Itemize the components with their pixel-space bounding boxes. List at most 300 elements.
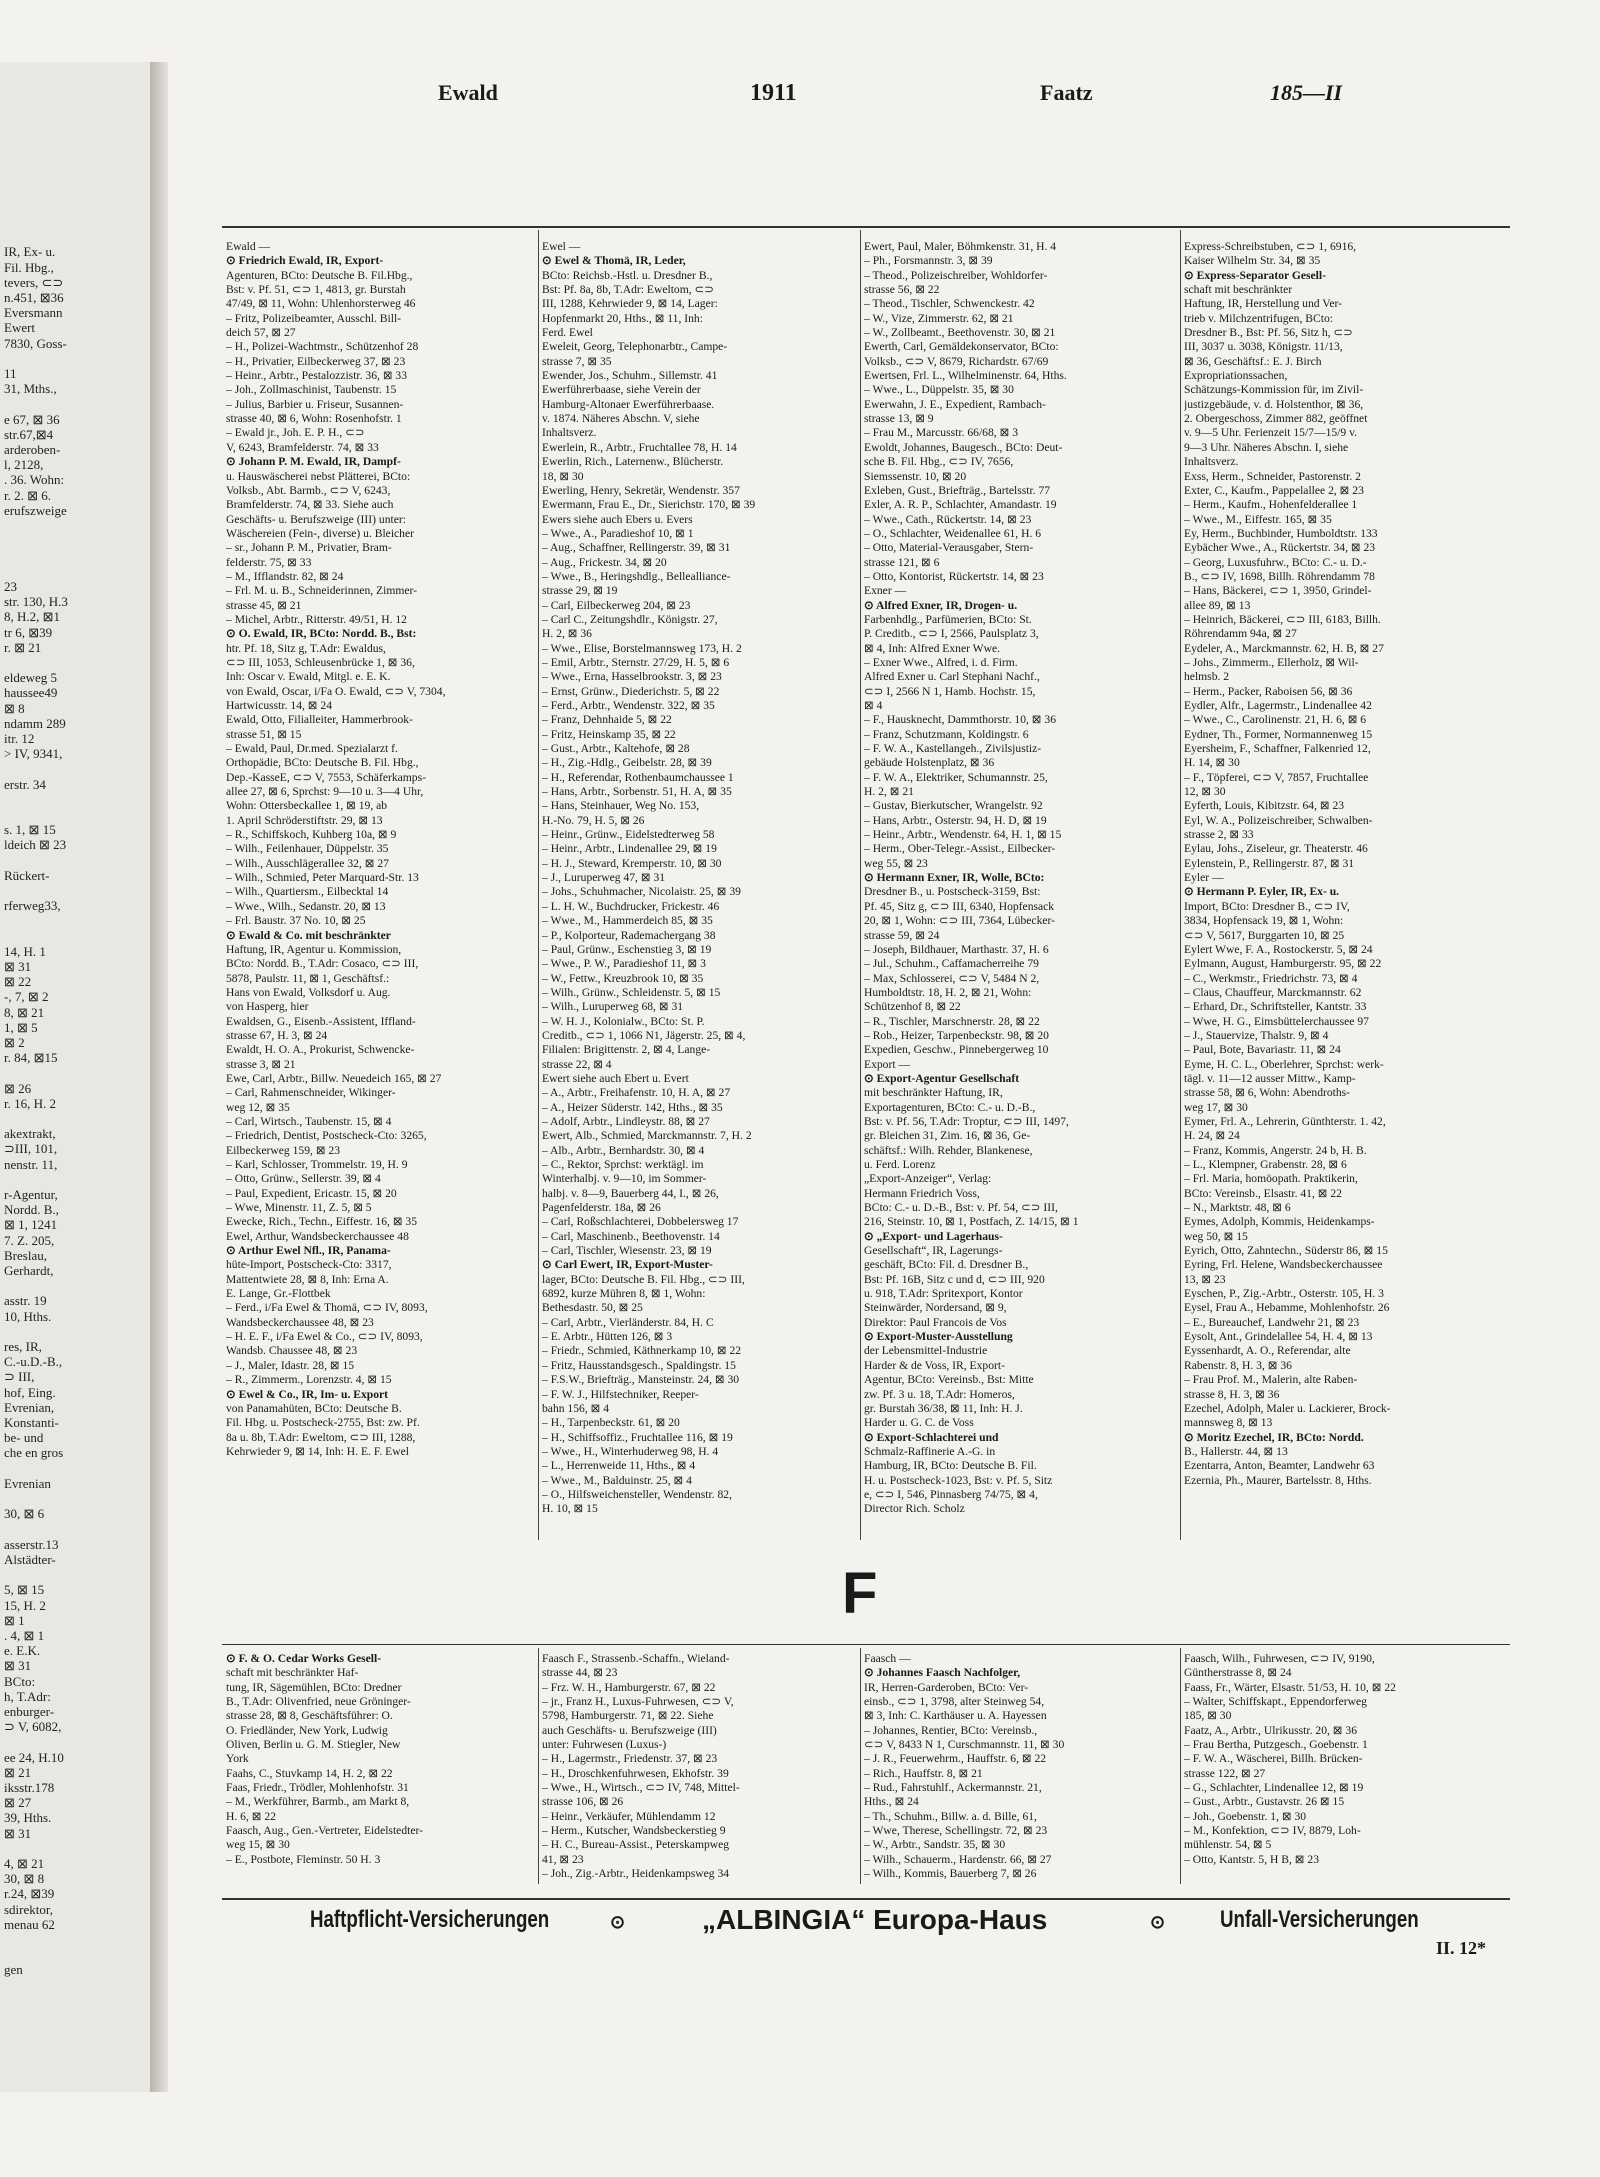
directory-entry-line: – Carl, Rahmenschneider, Wikinger- [226, 1086, 396, 1100]
previous-page-text-line: Konstanti- [4, 1415, 59, 1431]
directory-entry-line: – Rich., Hauffstr. 8, ⊠ 21 [864, 1766, 983, 1780]
directory-entry-line: Mattentwiete 28, ⊠ 8, Inh: Erna A. [226, 1272, 389, 1286]
directory-entry-line: Haftung, IR, Herstellung und Ver- [1184, 297, 1342, 311]
directory-entry-line: deich 57, ⊠ 27 [226, 326, 296, 340]
footer-bullet-icon: ⊙ [610, 1912, 626, 1932]
directory-entry-line: – Joh., Goebenstr. 1, ⊠ 30 [1184, 1809, 1307, 1823]
directory-entry-line: ⊙ Ewel & Co., IR, Im- u. Export [226, 1387, 389, 1401]
directory-entry-line: u. Ferd. Lorenz [864, 1158, 936, 1171]
directory-entry-line: Eyl, W. A., Polizeischreiber, Schwalben- [1184, 813, 1373, 827]
footer-rule [222, 1898, 1510, 1900]
directory-entry-line: – Gust., Arbtr., Gustavstr. 26 ⊠ 15 [1184, 1795, 1345, 1809]
previous-page-text-line: r.24, ⊠39 [4, 1886, 55, 1902]
directory-entry-line: 8a u. 8b, T.Adr: Eweltom, ⊂⊃ III, 1288, [226, 1430, 416, 1444]
previous-page-text-line: 39, Hths. [4, 1810, 52, 1826]
previous-page-text-line: 8, H.2, ⊠1 [4, 609, 61, 625]
directory-entry-line: – Erhard, Dr., Schriftsteller, Kantstr. 33 [1184, 1000, 1367, 1014]
directory-entry-line: York [226, 1752, 249, 1766]
directory-entry-line: – Herm., Ober-Telegr.-Assist., Eilbecker- [864, 842, 1056, 856]
directory-entry-line: – H., Tarpenbeckstr. 61, ⊠ 20 [542, 1416, 680, 1430]
directory-entry-line: ⊙ Export-Agentur Gesellschaft [864, 1071, 1020, 1085]
directory-entry-line: – P., Kolporteur, Rademachergang 38 [542, 928, 716, 942]
previous-page-text-line: Evrenian [4, 1475, 51, 1491]
directory-entry-line: – Wwe., L., Düppelstr. 35, ⊠ 30 [864, 383, 1014, 397]
directory-entry-line: felderstr. 75, ⊠ 33 [226, 555, 312, 569]
directory-entry-line: BCto: Reichsb.-Hstl. u. Dresdner B., [542, 268, 713, 282]
directory-entry-line: – Claus, Chauffeur, Marckmannstr. 62 [1184, 985, 1362, 999]
directory-entry-line: strasse 3, ⊠ 21 [226, 1057, 296, 1071]
directory-entry-line: – Wwe., A., Paradieshof 10, ⊠ 1 [542, 526, 694, 540]
directory-entry-line: hüte-Import, Postscheck-Cto: 3317, [226, 1258, 392, 1272]
previous-page-text-line: 23 [4, 578, 17, 594]
directory-entry-line: – R., Schiffskoch, Kuhberg 10a, ⊠ 9 [226, 828, 397, 842]
directory-entry-line: – Wilh., Luruperweg 68, ⊠ 31 [542, 1000, 684, 1014]
directory-entry-line: – Johannes, Rentier, BCto: Vereinsb., [864, 1723, 1038, 1737]
directory-entry-line: Eyferth, Louis, Kibitzstr. 64, ⊠ 23 [1184, 799, 1345, 813]
directory-entry-line: – Heinr., Arbtr., Pestalozzistr. 36, ⊠ 33 [226, 369, 408, 383]
directory-entry-line: Ewe, Carl, Arbtr., Billw. Neuedeich 165, ⊠ 27 [226, 1071, 442, 1085]
directory-entry-line: 185, ⊠ 30 [1184, 1709, 1232, 1723]
header-left-keyword: Ewald [438, 80, 498, 105]
directory-entry-line: „Export-Anzeiger“, Verlag: [864, 1172, 992, 1186]
f-column-1 [226, 1652, 538, 1882]
previous-page-text-line: erstr. 34 [4, 776, 46, 792]
directory-entry-line: weg 17, ⊠ 30 [1184, 1100, 1248, 1114]
previous-page-text-line: be- und [4, 1430, 44, 1446]
previous-page-text-line: Nordd. B., [4, 1202, 59, 1218]
directory-entry-line: strasse 40, ⊠ 6, Wohn: Rosenhofstr. 1 [226, 412, 402, 426]
directory-entry-line: sche B. Fil. Hbg., ⊂⊃ IV, 7656, [864, 455, 1014, 469]
directory-entry-line: ⊂⊃ I, 2566 N 1, Hamb. Hochstr. 15, [864, 684, 1036, 698]
directory-entry-line: – R., Zimmerm., Lorenzstr. 4, ⊠ 15 [226, 1373, 392, 1387]
directory-entry-line: gr. Burstah 36/38, ⊠ 11, Inh: H. J. [864, 1401, 1023, 1415]
directory-entry-line: – Frz. W. H., Hamburgerstr. 67, ⊠ 22 [542, 1680, 716, 1694]
directory-entry-line: u. Hauswäscherei nebst Plätterei, BCto: [226, 469, 411, 483]
directory-entry-line: Wandsbeckerchaussee 48, ⊠ 23 [226, 1315, 374, 1329]
directory-entry-line: Eylau, Johs., Ziseleur, gr. Theaterstr. 46 [1184, 842, 1368, 856]
previous-page-text-line: Alstädter- [4, 1551, 56, 1567]
directory-entry-line: Orthopädie, BCto: Deutsche B. Fil. Hbg., [226, 756, 419, 770]
directory-entry-line: – F., Hausknecht, Dammthorstr. 10, ⊠ 36 [864, 713, 1057, 727]
previous-page-text-line: Ewert [4, 320, 36, 336]
directory-entry-line: ⊙ F. & O. Cedar Works Gesell- [226, 1652, 382, 1665]
previous-page-text-line: 4, ⊠ 21 [4, 1855, 45, 1871]
directory-entry-line: strasse 22, ⊠ 4 [542, 1057, 612, 1071]
directory-entry-line: – Wilh., Ausschlägerallee 32, ⊠ 27 [226, 856, 389, 870]
previous-page-text-line: tevers, ⊂⊃ [4, 274, 64, 290]
directory-entry-line: ⊙ Johann P. M. Ewald, IR, Dampf- [226, 455, 401, 469]
directory-entry-line: 3834, Hopfensack 19, ⊠ 1, Wohn: [1184, 914, 1344, 928]
directory-entry-line: Ezentarra, Anton, Beamter, Landwehr 63 [1184, 1459, 1375, 1473]
directory-entry-line: – jr., Franz H., Luxus-Fuhrwesen, ⊂⊃ V, [542, 1695, 734, 1709]
previous-page-text-line: str. 130, H.3 [4, 594, 68, 610]
previous-page-text-line: ndamm 289 [4, 715, 66, 731]
directory-entry-line: u. 918, T.Adr: Spritexport, Kontor [864, 1287, 1023, 1301]
previous-page-text-line: 30, ⊠ 8 [4, 1871, 45, 1887]
directory-entry-line: P. Creditb., ⊂⊃ I, 2566, Paulsplatz 3, [864, 627, 1039, 641]
directory-entry-line: – Hans, Steinhauer, Weg No. 153, [542, 799, 700, 813]
directory-entry-line: – C., Rektor, Sprchst: werktägl. im [542, 1158, 704, 1171]
directory-entry-line: – Wwe., Wilh., Sedanstr. 20, ⊠ 13 [226, 899, 386, 913]
directory-entry-line: H. 2, ⊠ 36 [542, 627, 592, 641]
directory-entry-line: Exler, A. R. P., Schlachter, Amandastr. 19 [864, 498, 1057, 512]
previous-page-text-line: . 4, ⊠ 1 [4, 1627, 45, 1643]
directory-entry-line: – J. R., Feuerwehrm., Hauffstr. 6, ⊠ 22 [864, 1752, 1047, 1766]
directory-entry-line: strasse 122, ⊠ 27 [1184, 1766, 1266, 1780]
directory-entry-line: Ewaldsen, G., Eisenb.-Assistent, Iffland- [226, 1014, 416, 1028]
column-divider [1180, 230, 1181, 1540]
directory-entry-line: Inhaltsverz. [1184, 455, 1239, 469]
directory-entry-line: – Herm., Kutscher, Wandsbeckerstieg 9 [542, 1824, 726, 1838]
directory-entry-line: H.-No. 79, H. 5, ⊠ 26 [542, 813, 645, 827]
directory-entry-line: – Gust., Arbtr., Kaltehofe, ⊠ 28 [542, 742, 690, 756]
directory-entry-line: strasse 44, ⊠ 23 [542, 1666, 618, 1680]
previous-page-text-line: tr 6, ⊠39 [4, 624, 53, 640]
directory-entry-line: – Otto, Material-Verausgaber, Stern- [864, 541, 1034, 555]
directory-entry-line: Eylert Wwe, F. A., Rostockerstr. 5, ⊠ 24 [1184, 942, 1373, 956]
directory-entry-line: – Wwe., M., Eiffestr. 165, ⊠ 35 [1184, 512, 1332, 526]
directory-entry-line: – sr., Johann P. M., Privatier, Bram- [226, 541, 392, 555]
previous-page-text-line: r. 16, H. 2 [4, 1095, 56, 1111]
directory-entry-line: halbj. v. 8—9, Bauerberg 44, I., ⊠ 26, [542, 1186, 719, 1200]
directory-entry-line: mühlenstr. 54, ⊠ 5 [1184, 1838, 1272, 1852]
directory-entry-line: – Carl C., Zeitungshdlr., Königstr. 27, [542, 612, 718, 626]
directory-entry-line: 2. Obergeschoss, Zimmer 882, geöffnet [1184, 412, 1368, 426]
directory-entry-line: Ewermann, Frau E., Dr., Sierichstr. 170, ⊠ 39 [542, 498, 756, 512]
directory-entry-line: – Exner Wwe., Alfred, i. d. Firm. [864, 655, 1018, 669]
directory-entry-line: – Frau M., Marcusstr. 66/68, ⊠ 3 [864, 426, 1018, 440]
directory-entry-line: – M., Ifflandstr. 82, ⊠ 24 [226, 569, 344, 583]
previous-page-text-line: ⊠ 31 [4, 958, 32, 974]
directory-entry-line: Harder & de Voss, IR, Export- [864, 1358, 1005, 1372]
directory-entry-line: Siemssenstr. 10, ⊠ 20 [864, 469, 967, 483]
previous-page-text-line: 7830, Goss- [4, 335, 67, 351]
directory-entry-line: bahn 156, ⊠ 4 [542, 1401, 610, 1415]
directory-entry-line: – L. H. W., Buchdrucker, Frickestr. 46 [542, 899, 720, 913]
directory-entry-line: – Carl, Roßschlachterei, Dobbelersweg 17 [542, 1215, 739, 1229]
directory-entry-line: Eyme, H. C. L., Oberlehrer, Sprchst: werk- [1184, 1057, 1384, 1071]
directory-entry-line: – W., Arbtr., Sandstr. 35, ⊠ 30 [864, 1838, 1006, 1852]
directory-entry-line: ⊙ Express-Separator Gesell- [1184, 268, 1326, 282]
directory-entry-line: 1. April Schröderstiftstr. 29, ⊠ 13 [226, 813, 383, 827]
directory-entry-line: – Hans, Bäckerei, ⊂⊃ 1, 3950, Grindel- [1184, 584, 1372, 598]
directory-entry-line: Eyschen, P., Zig.-Arbtr., Osterstr. 105, H. 3 [1184, 1287, 1384, 1301]
directory-entry-line: Winterhalbj. v. 9—10, im Sommer- [542, 1172, 707, 1186]
directory-entry-line: Eylmann, August, Hamburgerstr. 95, ⊠ 22 [1184, 957, 1382, 971]
directory-entry-line: weg 12, ⊠ 35 [226, 1100, 290, 1114]
directory-entry-line: von Panamahüten, BCto: Deutsche B. [226, 1401, 402, 1415]
directory-entry-line: Faatz, A., Arbtr., Ulrikusstr. 20, ⊠ 36 [1184, 1723, 1357, 1737]
directory-entry-line: Ewerling, Henry, Sekretär, Wendenstr. 357 [542, 483, 740, 497]
previous-page-text-line: e 67, ⊠ 36 [4, 411, 60, 427]
directory-entry-line: Hartwicusstr. 14, ⊠ 24 [226, 699, 332, 712]
page-header [60, 80, 1390, 116]
directory-entry-line: – Ph., Forsmannstr. 3, ⊠ 39 [864, 254, 993, 268]
directory-entry-line: Ewerwahn, J. E., Expedient, Rambach- [864, 397, 1046, 411]
previous-page-text-line: 30, ⊠ 6 [4, 1506, 45, 1522]
directory-entry-line: – N., Marktstr. 48, ⊠ 6 [1184, 1201, 1291, 1215]
directory-entry-line: Exss, Herm., Schneider, Pastorenstr. 2 [1184, 469, 1361, 483]
directory-entry-line: 5798, Hamburgerstr. 71, ⊠ 22. Siehe [542, 1709, 714, 1723]
directory-entry-line: – Paul, Grünw., Eschenstieg 3, ⊠ 19 [542, 942, 712, 956]
directory-entry-line: weg 50, ⊠ 15 [1184, 1229, 1248, 1243]
directory-entry-line: strasse 2, ⊠ 33 [1184, 828, 1254, 842]
directory-entry-line: ⊙ Ewald & Co. mit beschränkter [226, 928, 391, 942]
directory-entry-line: Ewel, Arthur, Wandsbeckerchaussee 48 [226, 1229, 409, 1243]
directory-entry-line: weg 15, ⊠ 30 [226, 1838, 290, 1852]
previous-page-text-line: ⊠ 2 [4, 1035, 25, 1050]
previous-page-text-line: Gerhardt, [4, 1263, 54, 1279]
directory-entry-line: Eydner, Th., Former, Normannenweg 15 [1184, 727, 1373, 741]
directory-entry-line: der Lebensmittel-Industrie [864, 1344, 988, 1358]
directory-entry-line: – M., Werkführer, Barmb., am Markt 8, [226, 1795, 410, 1809]
directory-entry-line: 216, Steinstr. 10, ⊠ 1, Postfach, Z. 14/15, ⊠ 1 [864, 1215, 1079, 1229]
directory-entry-line: 13, ⊠ 23 [1184, 1272, 1226, 1286]
previous-page-text-line: Fil. Hbg., [4, 259, 54, 275]
directory-entry-line: – Wilh., Schmied, Peter Marquard-Str. 13 [226, 871, 419, 885]
directory-entry-line: – Julius, Barbier u. Friseur, Susannen- [226, 397, 404, 411]
directory-entry-line: Eymer, Frl. A., Lehrerin, Günthterstr. 1. 42, [1184, 1114, 1386, 1128]
directory-entry-line: – Fritz, Heinskamp 35, ⊠ 22 [542, 727, 676, 741]
directory-entry-line: Ewers siehe auch Ebers u. Evers [542, 512, 693, 526]
directory-entry-line: Eilbeckerweg 159, ⊠ 23 [226, 1143, 341, 1157]
directory-entry-line: Faahs, C., Stuvkamp 14, H. 2, ⊠ 22 [226, 1766, 393, 1780]
previous-page-text-line: n.451, ⊠36 [4, 290, 64, 306]
directory-entry-line: – W., Vize, Zimmerstr. 62, ⊠ 21 [864, 311, 1014, 325]
directory-entry-line: – Aug., Schaffner, Rellingerstr. 39, ⊠ 31 [542, 541, 731, 555]
directory-entry-line: – Franz, Dehnhaide 5, ⊠ 22 [542, 713, 672, 727]
directory-entry-line: Bst: v. Pf. 51, ⊂⊃ 1, 4813, gr. Burstah [226, 283, 406, 297]
directory-entry-line: – A., Heizer Süderstr. 142, Hths., ⊠ 35 [542, 1100, 723, 1114]
directory-entry-line: – Heinr., Arbtr., Wendenstr. 64, H. 1, ⊠ 15 [864, 828, 1062, 842]
directory-entry-line: v. 9—5 Uhr. Ferienzeit 15/7—15/9 v. [1184, 426, 1358, 440]
directory-entry-line: Faasch, Wilh., Fuhrwesen, ⊂⊃ IV, 9190, [1184, 1652, 1375, 1665]
directory-entry-line: H. u. Postscheck-1023, Bst: v. Pf. 5, Sitz [864, 1473, 1053, 1487]
previous-page-text-line: > IV, 9341, [4, 746, 63, 762]
previous-page-text-line: Breslau, [4, 1247, 47, 1263]
directory-entry-line: strasse 67, H. 3, ⊠ 24 [226, 1028, 328, 1042]
header-right-keyword: Faatz [1040, 80, 1093, 105]
footer-right-text: Unfall-Versicherungen [1220, 1906, 1419, 1933]
f-column-4 [1184, 1652, 1502, 1882]
directory-entry-line: Expropriationssachen, [1184, 369, 1288, 383]
directory-entry-line: Agenturen, BCto: Deutsche B. Fil.Hbg., [226, 268, 413, 282]
directory-entry-line: 41, ⊠ 23 [542, 1852, 584, 1866]
directory-entry-line: strasse 59, ⊠ 24 [864, 928, 940, 942]
directory-entry-line: Hopfenmarkt 20, Hths., ⊠ 11, Inh: [542, 311, 703, 325]
directory-entry-line: – F. W. A., Kastellangeh., Zivilsjustiz- [864, 742, 1042, 756]
directory-entry-line: H. 24, ⊠ 24 [1184, 1129, 1240, 1143]
footer-left-text: Haftpflicht-Versicherungen [310, 1906, 550, 1933]
directory-entry-line: Fil. Hbg. u. Postscheck-2755, Bst: zw. Pf. [226, 1416, 420, 1430]
directory-entry-line: Röhrendamm 94a, ⊠ 27 [1184, 627, 1297, 641]
directory-entry-line: trieb v. Milchzentrifugen, BCto: [1184, 311, 1333, 325]
directory-entry-line: – Ferd., Arbtr., Wendenstr. 322, ⊠ 35 [542, 699, 715, 712]
directory-entry-line: E. Lange, Gr.-Flottbek [226, 1287, 331, 1301]
directory-entry-line: ⊠ 36, Geschäftsf.: E. J. Birch [1184, 354, 1322, 368]
directory-entry-line: weg 55, ⊠ 23 [864, 856, 928, 870]
directory-entry-line: ⊠ 4 [864, 699, 883, 712]
directory-entry-line: – Jul., Schuhm., Caffamacherreihe 79 [864, 957, 1039, 971]
directory-entry-line: Eydler, Alfr., Lagermstr., Lindenallee 42 [1184, 699, 1372, 712]
directory-entry-line: – Wwe, H. G., Eimsbüttelerchaussee 97 [1184, 1014, 1369, 1028]
directory-entry-line: Ezechel, Adolph, Maler u. Lackierer, Brock- [1184, 1401, 1391, 1415]
directory-entry-line: Ey, Herm., Buchbinder, Humboldtstr. 133 [1184, 526, 1378, 540]
directory-entry-line: Eyssenhardt, A. O., Referendar, alte [1184, 1344, 1351, 1358]
directory-entry-line: – G., Schlachter, Lindenallee 12, ⊠ 19 [1184, 1781, 1364, 1795]
directory-entry-line: – C., Werkmstr., Friedrichstr. 73, ⊠ 4 [1184, 971, 1358, 985]
directory-entry-line: – Joh., Zollmaschinist, Taubenstr. 15 [226, 383, 397, 397]
directory-entry-line: – Wwe., Erna, Hasselbrookstr. 3, ⊠ 23 [542, 670, 722, 684]
directory-entry-line: 47/49, ⊠ 11, Wohn: Uhlenhorsterweg 46 [226, 297, 416, 311]
directory-entry-line: Bethesdastr. 50, ⊠ 25 [542, 1301, 643, 1315]
previous-page-text-line: 5, ⊠ 15 [4, 1582, 45, 1598]
page-number: 185—II [1270, 80, 1343, 105]
directory-entry-line: – O., Hilfsweichensteller, Wendenstr. 82, [542, 1487, 732, 1501]
previous-page-text-line: 31, Mths., [4, 381, 57, 397]
directory-entry-line: Ewert, Paul, Maler, Böhmkenstr. 31, H. 4 [864, 240, 1057, 253]
directory-entry-line: Pagenfelderstr. 18a, ⊠ 26 [542, 1201, 661, 1215]
directory-entry-line: – Johs., Zimmerm., Ellerholz, ⊠ Wil- [1184, 655, 1359, 669]
directory-entry-line: H. 10, ⊠ 15 [542, 1502, 598, 1516]
directory-entry-line: III, 1288, Kehrwieder 9, ⊠ 14, Lager: [542, 297, 718, 311]
column-1 [226, 240, 538, 1534]
previous-page-text-line: iksstr.178 [4, 1779, 55, 1795]
directory-entry-line: Ezernia, Ph., Maurer, Bartelsstr. 8, Hths. [1184, 1473, 1372, 1487]
directory-entry-line: Dep.-KasseE, ⊂⊃ V, 7553, Schäferkamps- [226, 770, 426, 784]
directory-entry-line: ⊙ Arthur Ewel Nfl., IR, Panama- [226, 1244, 391, 1258]
directory-entry-line: Schmalz-Raffinerie A.-G. in [864, 1444, 996, 1458]
directory-entry-line: – Carl, Wirtsch., Taubenstr. 15, ⊠ 4 [226, 1114, 392, 1128]
directory-entry-line: ⊙ O. Ewald, IR, BCto: Nordd. B., Bst: [226, 627, 417, 641]
directory-entry-line: – O., Schlachter, Weidenallee 61, H. 6 [864, 526, 1042, 540]
directory-entry-line: – Emil, Arbtr., Sternstr. 27/29, H. 5, ⊠ 6 [542, 655, 730, 669]
previous-page-text-line: arderoben- [4, 442, 61, 458]
directory-entry-line: Filialen: Brigittenstr. 2, ⊠ 4, Lange- [542, 1043, 711, 1057]
directory-entry-line: Faasch F., Strassenb.-Schaffn., Wieland- [542, 1652, 730, 1665]
directory-entry-line: – J., Maler, Idastr. 28, ⊠ 15 [226, 1358, 355, 1372]
section-letter-f: F [842, 1561, 878, 1626]
directory-entry-line: ⊙ Friedrich Ewald, IR, Export- [226, 254, 384, 268]
previous-page-text-line: ee 24, H.10 [4, 1749, 64, 1765]
previous-page-text-line: eldeweg 5 [4, 670, 58, 686]
directory-entry-line: H. 2, ⊠ 21 [864, 785, 914, 799]
column-divider [860, 230, 861, 1540]
directory-entry-line: Eyring, Frl. Helene, Wandsbeckerchaussee [1184, 1258, 1383, 1272]
previous-page-text-line: erufszweige [4, 502, 67, 518]
directory-entry-line: schaft mit beschränkter Haf- [226, 1666, 359, 1680]
directory-entry-line: tägl. v. 11—12 ausser Mittw., Kamp- [1184, 1071, 1356, 1085]
directory-entry-line: Eysolt, Ant., Grindelallee 54, H. 4, ⊠ 13 [1184, 1330, 1373, 1344]
directory-entry-line: – Wilh., Kommis, Bauerberg 7, ⊠ 26 [864, 1867, 1037, 1881]
directory-entry-line: Ewald — [226, 240, 271, 253]
directory-entry-line: Faas, Friedr., Trödler, Mohlenhofstr. 31 [226, 1781, 409, 1795]
directory-entry-line: – Wwe., M., Balduinstr. 25, ⊠ 4 [542, 1473, 692, 1487]
directory-entry-line: tung, IR, Sägemühlen, BCto: Dredner [226, 1680, 402, 1694]
directory-entry-line: Direktor: Paul Francois de Vos [864, 1315, 1007, 1329]
directory-entry-line: Hamburg-Altonaer Ewerführerbaase. [542, 397, 715, 411]
directory-entry-line: Ewerlin, Rich., Laternenw., Blücherstr. [542, 455, 724, 469]
directory-entry-line: – H. C., Bureau-Assist., Peterskampweg [542, 1838, 730, 1852]
previous-page-text-line: 14, H. 1 [4, 943, 46, 959]
directory-entry-line: Hans von Ewald, Volksdorf u. Aug. [226, 985, 391, 999]
directory-entry-line: – F. W. J., Hilfstechniker, Reeper- [542, 1387, 699, 1401]
previous-page-text-line: 1, ⊠ 5 [4, 1019, 38, 1035]
directory-entry-line: – Wilh., Quartiersm., Eilbecktal 14 [226, 885, 389, 899]
directory-entry-line: – Carl, Arbtr., Vierländerstr. 84, H. C [542, 1315, 714, 1329]
directory-entry-line: ⊙ Carl Ewert, IR, Export-Muster- [542, 1258, 713, 1272]
directory-entry-line: Express-Schreibstuben, ⊂⊃ 1, 6916, [1184, 240, 1357, 253]
directory-entry-line: ⊙ Ewel & Thomä, IR, Leder, [542, 254, 686, 268]
previous-page-text-line: sdirektor, [4, 1901, 53, 1917]
previous-page-text-line: ⊠ 1 [4, 1612, 25, 1628]
directory-entry-line: Ewertsen, Frl. L., Wilhelminenstr. 64, Hths. [864, 369, 1067, 383]
directory-entry-line: BCto: C.- u. D.-B., Bst: v. Pf. 54, ⊂⊃ III, [864, 1201, 1058, 1215]
directory-entry-line: Dresdner B., u. Postscheck-3159, Bst: [864, 885, 1041, 899]
previous-page-text-line: h, T.Adr: [4, 1688, 51, 1704]
directory-entry-line: B., T.Adr: Olivenfried, neue Gröninger- [226, 1695, 411, 1709]
directory-entry-line: justizgebäude, v. d. Holstenthor, ⊠ 36, [1184, 397, 1364, 411]
directory-entry-line: von Hasperg, hier [226, 1000, 309, 1014]
directory-entry-line: – Heinrich, Bäckerei, ⊂⊃ III, 6183, Billh. [1184, 612, 1381, 626]
directory-entry-line: – F. W. A., Elektriker, Schumannstr. 25, [864, 770, 1048, 784]
directory-entry-line: – W., Zollbeamt., Beethovenstr. 30, ⊠ 21 [864, 326, 1056, 340]
directory-entry-line: 5878, Paulstr. 11, ⊠ 1, Geschäftsf.: [226, 971, 390, 985]
directory-entry-line: Director Rich. Scholz [864, 1502, 965, 1516]
previous-page-text-line: haussee49 [4, 685, 58, 701]
previous-page-text-line: menau 62 [4, 1916, 55, 1932]
directory-entry-line: – Ewald jr., Joh. E. P. H., ⊂⊃ [226, 426, 365, 440]
directory-entry-line: Eysel, Frau A., Hebamme, Mohlenhofstr. 26 [1184, 1301, 1390, 1315]
directory-entry-line: ⊙ Export-Schlachterei und [864, 1430, 999, 1444]
directory-entry-line: ⊠ 4, Inh: Alfred Exner Wwe. [864, 641, 1001, 655]
directory-entry-line: – J., Stauervize, Thalstr. 9, ⊠ 4 [1184, 1028, 1329, 1042]
directory-entry-line: – Frl. M. u. B., Schneiderinnen, Zimmer- [226, 584, 418, 598]
previous-page-text-line: itr. 12 [4, 730, 35, 746]
directory-entry-line: – E. Arbtr., Hütten 126, ⊠ 3 [542, 1330, 673, 1344]
directory-entry-line: V, 6243, Bramfelderstr. 74, ⊠ 33 [226, 440, 379, 454]
directory-entry-line: Oliven, Berlin u. G. M. Stiegler, New [226, 1738, 401, 1752]
previous-page-text-line: r-Agentur, [4, 1187, 58, 1203]
directory-entry-line: Ewert, Alb., Schmied, Marckmannstr. 7, H. 2 [542, 1129, 752, 1143]
directory-entry-line: Bramfelderstr. 74, ⊠ 33. Siehe auch [226, 498, 394, 512]
directory-entry-line: Eyrich, Otto, Zahntechn., Süderstr 86, ⊠ 15 [1184, 1244, 1388, 1258]
directory-entry-line: Dresdner B., Bst: Pf. 56, Sitz h, ⊂⊃ [1184, 326, 1353, 340]
header-year: 1911 [750, 80, 797, 106]
directory-entry-line: Ewecke, Rich., Techn., Eiffestr. 16, ⊠ 35 [226, 1215, 418, 1229]
directory-entry-line: – Theod., Polizeischreiber, Wohldorfer- [864, 268, 1048, 282]
directory-entry-line: Farbenhdlg., Parfümerien, BCto: St. [864, 612, 1032, 626]
directory-entry-line: Exleben, Gust., Briefträg., Bartelsstr. 77 [864, 483, 1051, 497]
directory-entry-line: Ewoldt, Johannes, Baugesch., BCto: Deut- [864, 440, 1063, 454]
directory-entry-line: – Otto, Kantstr. 5, H B, ⊠ 23 [1184, 1852, 1319, 1866]
directory-entry-line: – Wwe, Minenstr. 11, Z. 5, ⊠ 5 [226, 1201, 372, 1215]
directory-entry-line: Wandsb. Chaussee 48, ⊠ 23 [226, 1344, 358, 1358]
column-divider [1180, 1648, 1181, 1884]
directory-entry-line: allee 89, ⊠ 13 [1184, 598, 1251, 612]
directory-entry-line: – H., Zig.-Hdlg., Geibelstr. 28, ⊠ 39 [542, 756, 712, 770]
directory-entry-line: – H., Droschkenfuhrwesen, Ekhofstr. 39 [542, 1766, 729, 1780]
directory-entry-line: Eylenstein, P., Rellingerstr. 87, ⊠ 31 [1184, 856, 1355, 870]
directory-entry-line: strasse 28, ⊠ 8, Geschäftsführer: O. [226, 1709, 393, 1723]
directory-entry-line: htr. Pf. 18, Sitz g, T.Adr: Ewaldus, [226, 641, 386, 655]
directory-entry-line: – W., Fettw., Kreuzbrook 10, ⊠ 35 [542, 971, 704, 985]
previous-page-text-line: 11 [4, 366, 17, 382]
directory-entry-line: – Wwe., P. W., Paradieshof 11, ⊠ 3 [542, 957, 706, 971]
footer-advertisement [310, 1906, 1510, 1940]
directory-entry-line: – Franz, Kommis, Angerstr. 24 b, H. B. [1184, 1143, 1367, 1157]
directory-entry-line: – Michel, Arbtr., Ritterstr. 49/51, H. 12 [226, 612, 407, 626]
